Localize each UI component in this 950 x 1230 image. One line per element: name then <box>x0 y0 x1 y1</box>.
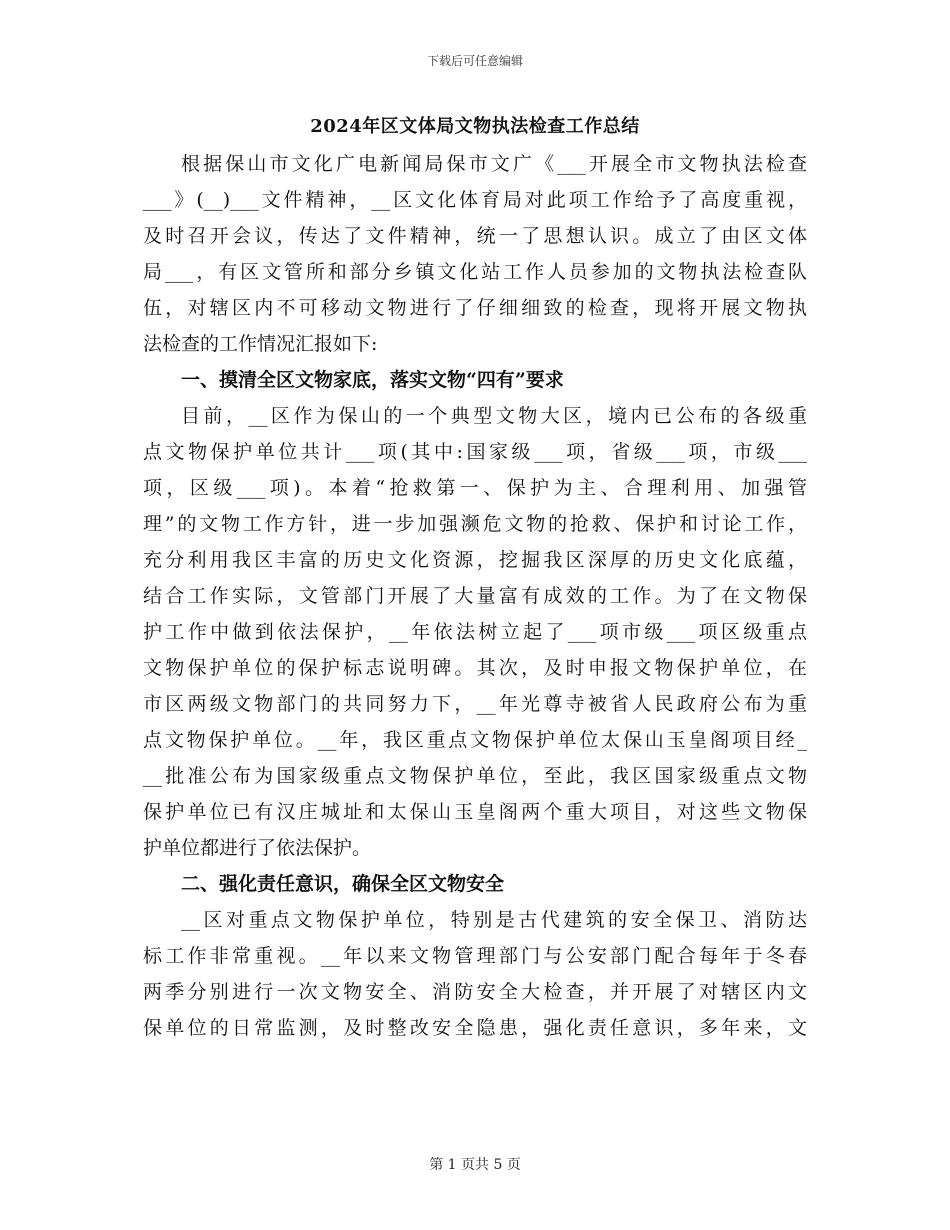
paragraph-line: 项，区级___项)。本着“抢救第一、保护为主、合理利用、加强管 <box>143 477 807 499</box>
paragraph-line: 护工作中做到依法保护，__年依法树立起了___项市级___项区级重点 <box>143 621 807 643</box>
paragraph-line: 市区两级文物部门的共同努力下，__年光尊寺被省人民政府公布为重 <box>143 693 807 715</box>
paragraph-line: 保护单位已有汉庄城址和太保山玉皇阁两个重大项目，对这些文物保 <box>143 801 807 823</box>
page-header-note: 下载后可任意编辑 <box>426 54 523 68</box>
paragraph-line: 法检查的工作情况汇报如下: <box>143 333 378 355</box>
paragraph-line: 标工作非常重视。__年以来文物管理部门与公安部门配合每年于冬春 <box>143 945 807 967</box>
document-body <box>143 146 807 1046</box>
paragraph-line: 根据保山市文化广电新闻局保市文广《___开展全市文物执法检查 <box>181 153 807 175</box>
paragraph-line: 理”的文物工作方针，进一步加强濒危文物的抢救、保护和讨论工作， <box>143 513 807 535</box>
paragraph-line: 保单位的日常监测，及时整改安全隐患，强化责任意识，多年来，文 <box>143 1017 807 1039</box>
paragraph-line: 及时召开会议，传达了文件精神，统一了思想认识。成立了由区文体 <box>143 225 807 247</box>
section-heading: 一、摸清全区文物家底，落实文物“四有”要求 <box>181 369 564 391</box>
paragraph-line: 两季分别进行一次文物安全、消防安全大检查，并开展了对辖区内文 <box>143 981 807 1003</box>
paragraph-line: ___》(__)___文件精神，__区文化体育局对此项工作给予了高度重视， <box>143 189 807 211</box>
paragraph-line: 文物保护单位的保护标志说明碑。其次，及时申报文物保护单位，在 <box>143 657 807 679</box>
paragraph-line: __区对重点文物保护单位，特别是古代建筑的安全保卫、消防达 <box>181 909 807 931</box>
paragraph-line: 局___，有区文管所和部分乡镇文化站工作人员参加的文物执法检查队 <box>143 261 807 283</box>
paragraph-line: 护单位都进行了依法保护。 <box>143 837 372 859</box>
paragraph-line: 结合工作实际，文管部门开展了大量富有成效的工作。为了在文物保 <box>143 585 807 607</box>
paragraph-line: 伍，对辖区内不可移动文物进行了仔细细致的检查，现将开展文物执 <box>143 297 807 319</box>
paragraph-line: 点文物保护单位共计___项(其中:国家级___项，省级___项，市级___ <box>143 441 807 463</box>
paragraph-line: 点文物保护单位。__年，我区重点文物保护单位太保山玉皇阁项目经_ <box>143 729 807 751</box>
section-heading: 二、强化责任意识，确保全区文物安全 <box>181 873 505 895</box>
document-title: 2024年区文体局文物执法检查工作总结 <box>310 116 640 137</box>
paragraph-line: 目前，__区作为保山的一个典型文物大区，境内已公布的各级重 <box>181 405 807 427</box>
paragraph-line: __批准公布为国家级重点文物保护单位，至此，我区国家级重点文物 <box>143 765 807 787</box>
paragraph-line: 充分利用我区丰富的历史文化资源，挖掘我区深厚的历史文化底蕴， <box>143 549 807 571</box>
page-number-footer: 第 1 页共 5 页 <box>429 1157 521 1173</box>
